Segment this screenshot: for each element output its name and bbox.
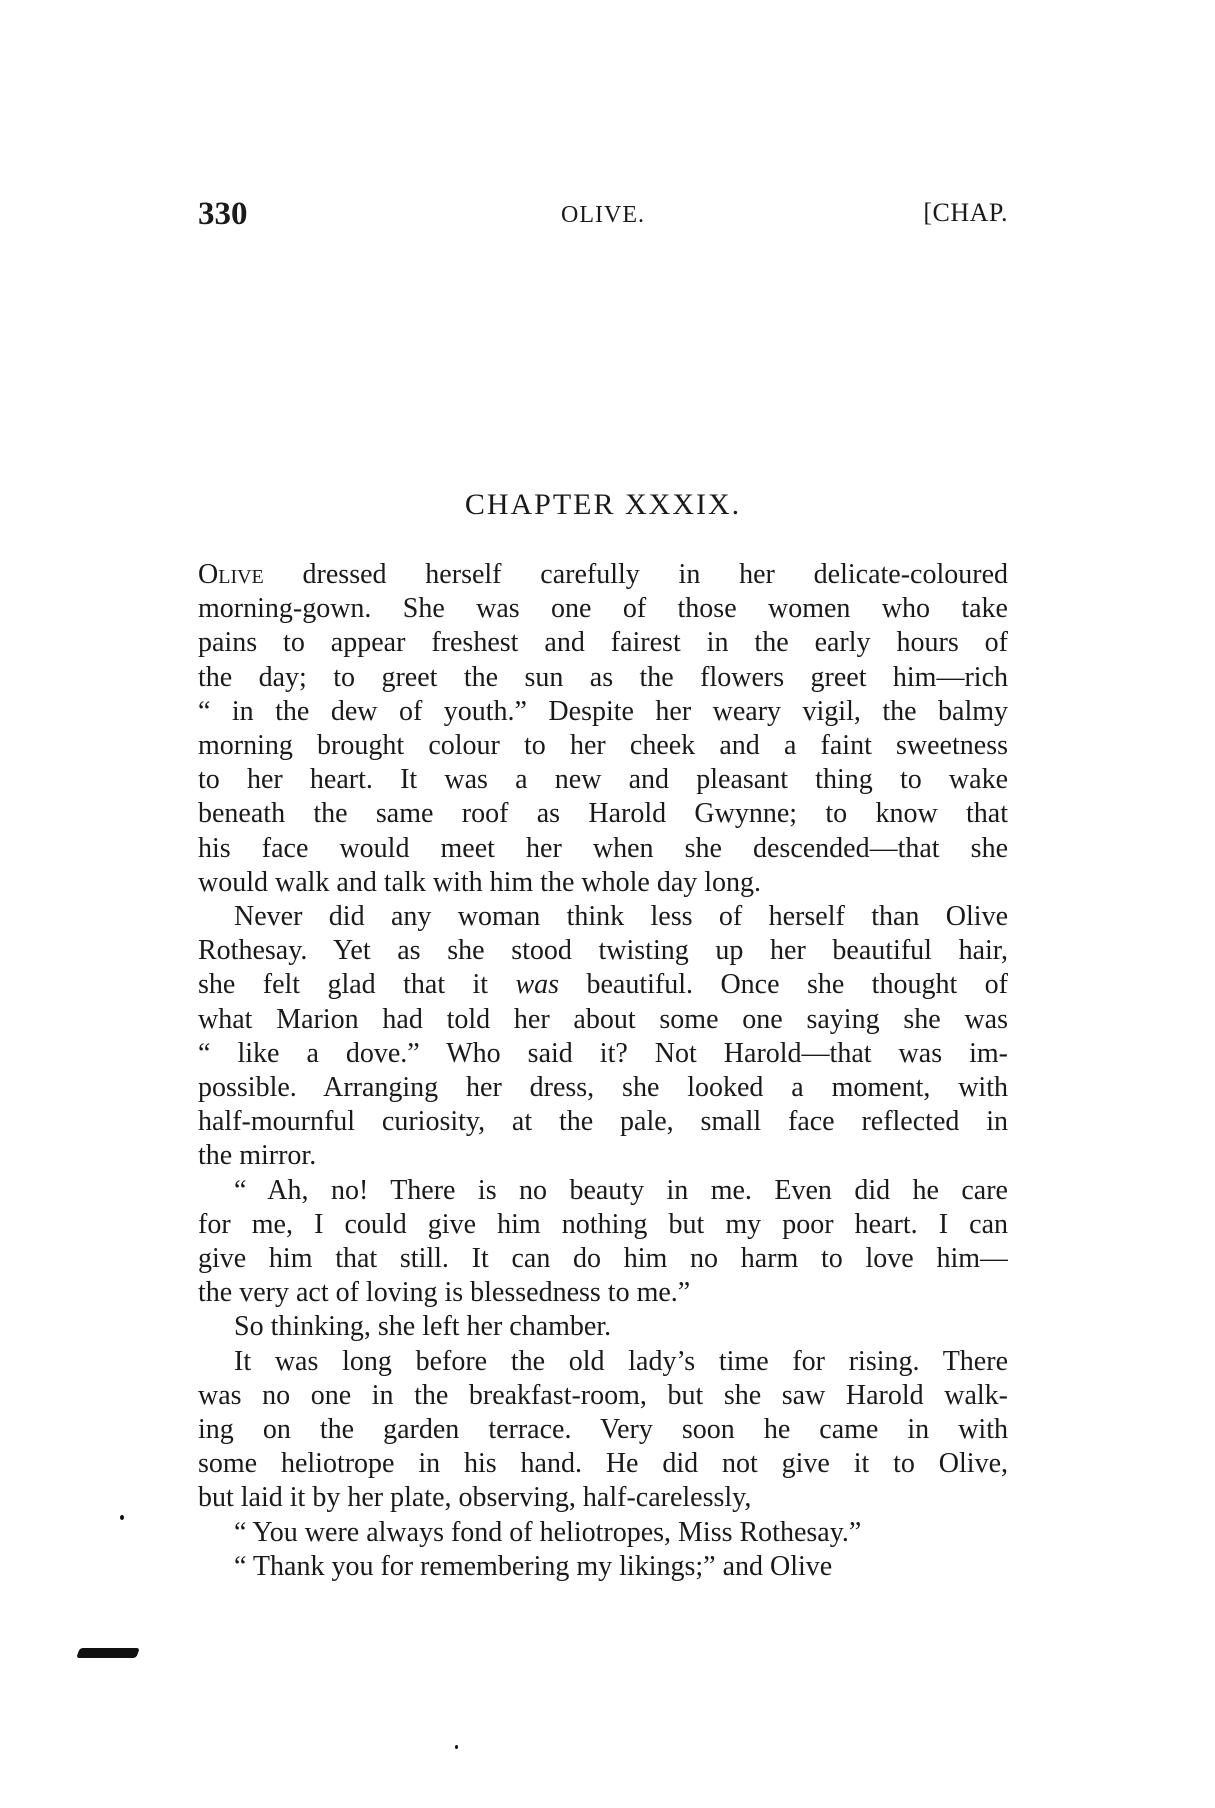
print-speck: [455, 1745, 458, 1749]
text-line: his face would meet her when she descended—that she: [198, 832, 1008, 864]
text-line: possible. Arranging her dress, she looked a moment, with: [198, 1072, 1008, 1104]
text-line: Never did any woman think less of herself than Olive: [234, 901, 1008, 933]
print-speck: [120, 1515, 124, 1520]
paragraph: [198, 1550, 1008, 1584]
paragraph: [198, 1516, 1008, 1550]
text-line: give him that still. It can do him no harm to love him—: [198, 1243, 1008, 1275]
text-line: was no one in the breakfast-room, but she saw Harold walk-: [198, 1379, 1008, 1411]
text-line: morning-gown. She was one of those women who take: [198, 593, 1008, 625]
text-line: “ Ah, no! There is no beauty in me. Even did he care: [234, 1174, 1008, 1206]
text-line: Olive dressed herself carefully in her delicate-coloured: [198, 559, 1008, 590]
text-line: “ in the dew of youth.” Despite her weary vigil, the balmy: [198, 695, 1008, 727]
text-line: ing on the garden terrace. Very soon he came in with: [198, 1414, 1008, 1446]
text-line: some heliotrope in his hand. He did not give it to Olive,: [198, 1448, 1008, 1480]
paragraph: [198, 1345, 1008, 1516]
text-line: the very act of loving is blessedness to me.”: [198, 1277, 691, 1309]
paragraph: [198, 1310, 1008, 1344]
text-line: what Marion had told her about some one saying she was: [198, 1003, 1008, 1035]
text-line: “ You were always fond of heliotropes, Miss Rothesay.”: [234, 1516, 862, 1548]
text-line: morning brought colour to her cheek and a faint sweetness: [198, 730, 1008, 762]
text-line: “ Thank you for remembering my likings;” and Olive: [234, 1550, 833, 1582]
print-smudge: [76, 1648, 140, 1658]
text-line: she felt glad that it was beautiful. Once she thought of: [198, 969, 1008, 1001]
text-line: So thinking, she left her chamber.: [234, 1311, 612, 1343]
text-line: It was long before the old lady’s time for rising. There: [234, 1345, 1008, 1377]
paragraph: [198, 558, 1008, 900]
paragraph: [198, 900, 1008, 1174]
page-number: 330: [198, 196, 248, 232]
running-chapter-label: [CHAP.: [923, 198, 1008, 227]
chapter-heading: CHAPTER XXXIX.: [464, 488, 742, 521]
running-title: OLIVE.: [561, 202, 645, 228]
text-line: the mirror.: [198, 1140, 317, 1172]
text-line: pains to appear freshest and fairest in the early hours of: [198, 627, 1008, 659]
text-line: would walk and talk with him the whole day long.: [198, 866, 762, 898]
text-line: for me, I could give him nothing but my poor heart. I can: [198, 1208, 1008, 1240]
text-line: “ like a dove.” Who said it? Not Harold—that was im-: [198, 1037, 1008, 1069]
paragraph: [198, 1174, 1008, 1311]
text-line: the day; to greet the sun as the flowers greet him—rich: [198, 661, 1008, 693]
text-line: beneath the same roof as Harold Gwynne; to know that: [198, 798, 1008, 830]
running-head: [198, 196, 1008, 236]
text-line: Rothesay. Yet as she stood twisting up her beautiful hair,: [198, 935, 1008, 967]
text-line: to her heart. It was a new and pleasant thing to wake: [198, 764, 1008, 796]
text-line: half-mournful curiosity, at the pale, small face reflected in: [198, 1106, 1008, 1138]
body-text: [198, 558, 1008, 1584]
text-line: but laid it by her plate, observing, half-carelessly,: [198, 1482, 752, 1514]
